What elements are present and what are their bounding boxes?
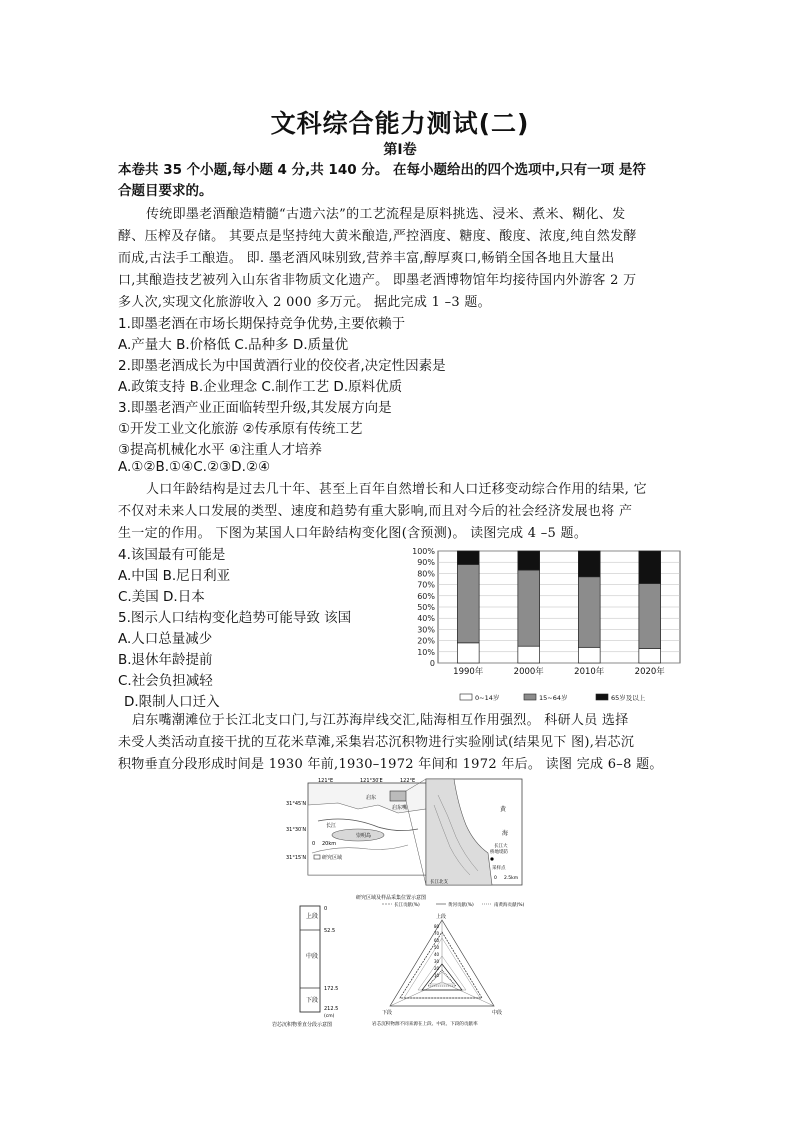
q1-stem: 1.即墨老酒在市场长期保持竞争优势,主要依赖于 — [118, 316, 406, 332]
axis-label: 下段 — [382, 1010, 393, 1016]
y-tick-label: 90% — [417, 558, 435, 568]
tick-label: 10 — [434, 973, 440, 978]
q1-options: A.产量大 B.价格低 C.品种多 D.质量优 — [118, 337, 349, 353]
study-area-map — [278, 775, 530, 905]
bar-segment — [457, 564, 479, 642]
depth-label: 0 — [324, 906, 328, 912]
y-tick-label: 80% — [417, 569, 435, 579]
scale-label: 0 — [494, 876, 497, 881]
place-label: 崇明岛 — [356, 833, 372, 839]
y-tick-label: 30% — [417, 625, 435, 635]
legend-label: 长江贡献(%) — [394, 903, 420, 908]
radar-caption: 岩芯沉积物源不同来源在上段、中段、下段的贡献率 — [372, 1022, 478, 1027]
bar-segment — [457, 643, 479, 663]
passage1-line-4: 口,其酿造技艺被列入山东省非物质文化遗产。 即墨老酒博物馆年均接待国内外游客 2 万 — [118, 273, 637, 288]
q3-options: A.①②B.①④C.②③D.②④ — [118, 459, 271, 475]
core-caption: 岩芯沉积物垂直分段示意图 — [272, 1022, 333, 1028]
population-age-chart — [398, 543, 688, 708]
depth-label: 172.5 — [324, 986, 339, 992]
bar-segment — [639, 583, 661, 648]
tick-label: 80 — [434, 924, 440, 929]
tick-label: 30 — [434, 959, 440, 964]
bar-segment — [578, 647, 600, 663]
legend-label: 0~14岁 — [475, 694, 500, 702]
place-label: 桥地堤防 — [490, 850, 508, 855]
y-tick-label: 10% — [417, 647, 435, 657]
tick-label: 50 — [434, 945, 440, 950]
legend-swatch — [524, 694, 536, 700]
passage1-line-2: 酵、压榨及存储。 其要点是坚持纯大黄米酿造,严控酒度、糖度、酸度、浓度,纯自然发酵 — [118, 229, 637, 244]
y-tick-label: 20% — [417, 636, 435, 646]
q3-stem: 3.即墨老酒产业正面临转型升级,其发展方向是 — [118, 400, 392, 416]
place-label: 黄 — [500, 806, 507, 813]
q4-stem: 4.该国最有可能是 — [118, 547, 226, 563]
x-tick-label: 2020年 — [634, 667, 665, 677]
q4-options-2: C.美国 D.日本 — [118, 589, 205, 605]
q5-option-b: B.退休年龄提前 — [118, 652, 213, 668]
passage1-line-1: 传统即墨老酒酿造精髓“古遗六法”的工艺流程是原料挑选、浸米、煮米、糊化、发 — [146, 207, 626, 222]
lon-label: 122°E — [400, 778, 416, 784]
page-title: 文科综合能力测试(二) — [270, 109, 530, 138]
place-label: 海 — [502, 830, 509, 837]
bar-segment — [518, 646, 540, 663]
q5-option-c: C.社会负担减轻 — [118, 673, 213, 689]
legend-label: 黄河贡献(%) — [448, 903, 474, 908]
passage3-line-1: 启东嘴潮滩位于长江北支口门,与江苏海岸线交汇,陆海相互作用强烈。 科研人员 选择 — [132, 713, 629, 728]
place-label: 长江北支 — [430, 880, 448, 885]
tick-label: 40 — [434, 952, 440, 957]
passage2-line-3: 生一定的作用。 下图为某国人口年龄结构变化图(含预测)。 读图完成 4 –5 题。 — [118, 526, 588, 541]
lon-label: 121°E — [318, 778, 334, 784]
section-title: 第Ⅰ卷 — [383, 142, 417, 158]
bar-segment — [518, 570, 540, 646]
q5-option-a: A.人口总量减少 — [118, 631, 213, 647]
q2-options: A.政策支持 B.企业理念 C.制作工艺 D.原料优质 — [118, 379, 403, 395]
legend-label: 65岁及以上 — [611, 694, 646, 702]
bar-segment — [518, 551, 540, 570]
passage2-line-2: 不仅对未来人口发展的类型、速度和趋势有重大影响,而且对今后的社会经济发展也将 产 — [118, 504, 633, 519]
lon-label: 121°30′E — [360, 778, 383, 784]
depth-label: 52.5 — [324, 928, 336, 934]
legend-label: 15~64岁 — [539, 694, 568, 702]
bar-segment — [639, 551, 661, 583]
legend-swatch — [596, 694, 608, 700]
passage3-line-2: 未受人类活动直接干扰的互花米草滩,采集岩芯沉积物进行实验刚试(结果见下 图),岩芯沉 — [118, 735, 635, 750]
axis-label: 中段 — [492, 1010, 503, 1016]
segment-label: 下段 — [306, 997, 319, 1004]
bar-segment — [639, 648, 661, 663]
passage2-line-1: 人口年龄结构是过去几十年、甚至上百年自然增长和人口迁移变动综合作用的结果, 它 — [146, 482, 647, 497]
provenance-radar-chart — [370, 898, 530, 1030]
place-label: 启东 — [366, 795, 377, 801]
scale-label: 0 — [312, 841, 316, 847]
x-tick-label: 1990年 — [453, 667, 484, 677]
place-label: 长江大 — [494, 844, 508, 849]
bar-segment — [578, 551, 600, 577]
q3-line-1: ①开发工业文化旅游 ②传承原有传统工艺 — [118, 421, 363, 437]
q3-line-2: ③提高机械化水平 ④注重人才培养 — [118, 442, 322, 458]
bar-segment — [457, 551, 479, 564]
lat-label: 31°30′N — [286, 827, 307, 833]
passage1-line-5: 多人次,实现文化旅游收入 2 000 多万元。 据此完成 1 –3 题。 — [118, 295, 491, 310]
depth-label: 212.5 — [324, 1006, 339, 1012]
y-tick-label: 40% — [417, 614, 435, 624]
q5-stem: 5.图示人口结构变化趋势可能导致 该国 — [118, 610, 352, 626]
axis-label: 上段 — [436, 914, 447, 920]
scale-label: 20km — [322, 841, 337, 847]
y-tick-label: 50% — [417, 603, 435, 612]
legend-swatch — [460, 694, 472, 700]
legend-label: 研究区域 — [322, 855, 343, 861]
tick-label: 60 — [434, 938, 440, 943]
x-tick-label: 2010年 — [574, 667, 605, 677]
depth-unit: (cm) — [324, 1014, 335, 1019]
place-label: 长江 — [326, 823, 337, 829]
place-label: 采样点 — [492, 866, 506, 871]
tick-label: 70 — [434, 931, 440, 936]
passage3-line-3: 积物垂直分段形成时间是 1930 年前,1930–1972 年间和 1972 年后。 读图 完成 6–8 题。 — [118, 757, 663, 772]
core-segment-diagram — [270, 900, 370, 1030]
lat-label: 31°45′N — [286, 801, 307, 807]
scale-label: 2.5km — [504, 876, 519, 881]
place-label: 启东嘴 — [392, 805, 408, 811]
segment-label: 中段 — [306, 953, 319, 960]
x-tick-label: 2000年 — [513, 667, 544, 677]
bar-segment — [578, 577, 600, 648]
lat-label: 31°15′N — [286, 855, 307, 861]
y-tick-label: 0 — [429, 659, 435, 668]
y-tick-label: 100% — [412, 547, 435, 556]
q4-options-1: A.中国 B.尼日利亚 — [118, 568, 231, 584]
segment-label: 上段 — [306, 913, 319, 920]
q2-stem: 2.即墨老酒成长为中国黄酒行业的佼佼者,决定性因素是 — [118, 358, 446, 374]
passage1-line-3: 而成,古法手工酿造。 即. 墨老酒风味别致,营养丰富,醇厚爽口,畅销全国各地且大量出 — [118, 251, 615, 266]
instructions-line-1: 本卷共 35 个小题,每小题 4 分,共 140 分。 在每小题给出的四个选项中,只有一项 是符 — [118, 162, 646, 178]
map-caption: 研究区域及样品采集位置示意图 — [356, 895, 427, 901]
legend-label: 南黄海贡献(%) — [494, 903, 525, 908]
y-tick-label: 70% — [417, 580, 435, 590]
y-tick-label: 60% — [417, 591, 435, 601]
q5-option-d: D.限制人口迁入 — [124, 694, 220, 710]
instructions-line-2: 合题目要求的。 — [118, 183, 213, 199]
tick-label: 20 — [434, 966, 440, 971]
